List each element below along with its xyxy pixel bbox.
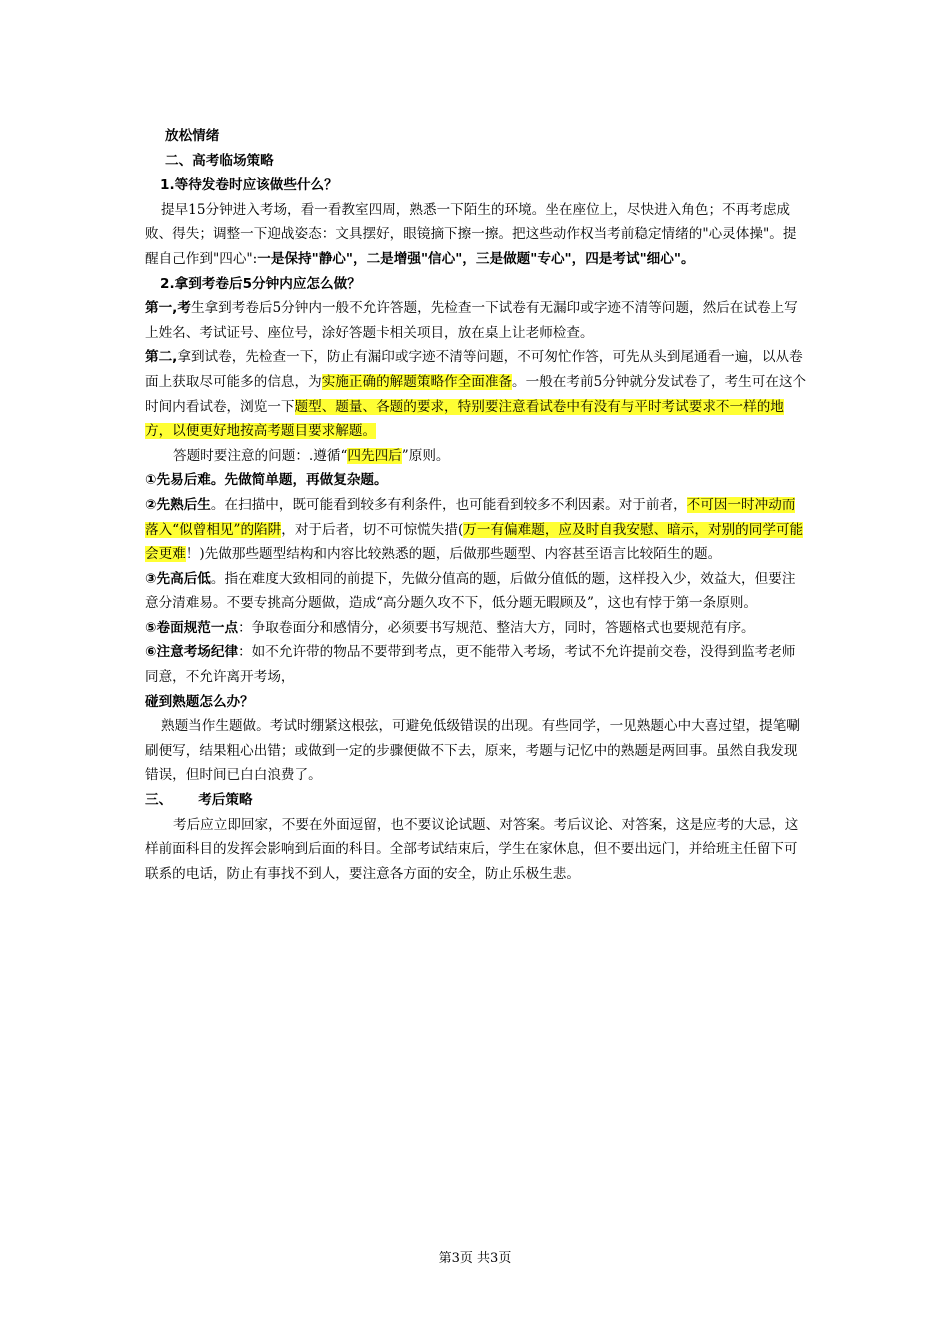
rule-3-text: 。指在难度大致相同的前提下，先做分值高的题，后做分值低的题，这样投入少，效益大，但要注意分清难易。不要专挑高分题做，造成“高分题久攻不下，低分题无暇顾及”，这也有悖于第一条原则。 [145,570,796,612]
section3-title: 考后策略 [198,792,253,809]
second-text-b: 。一般在考前5分钟就分发试卷了，考生可在这个时间内看试卷，浏览一下 [145,373,807,415]
rule-6 [145,640,808,689]
second-paragraph [145,345,808,443]
section3-heading [145,788,808,813]
principle-text-b: ”原则。 [401,447,450,464]
rule-1: ①先易后难。先做简单题，再做复杂题。 [145,472,388,489]
rule-5-label: ⑤卷面规范一点 [145,619,239,636]
question1-paragraph [145,198,808,272]
rule-2-highlight-2: 万一有偏难题，应及时自我安慰、暗示，对别的同学可能会更难 [145,521,804,563]
second-text-a: 拿到试卷，先检查一下，防止有漏印或字迹不清等问题，不可匆忙作答，可先从头到尾通看一遍，以从卷面上获取尽可能多的信息，为 [145,349,803,390]
rule-2-text-b: ，对于后者，切不可惊慌失措( [281,521,464,538]
second-highlight-2: 题型、题量、各题的要求，特别要注意看试卷中有没有与平时考试要求不一样的地方，以便更好地按高考题目要求解题。 [145,398,784,440]
familiar-heading: 碰到熟题怎么办？ [145,693,254,710]
first-text: 生拿到考卷后5分钟内一般不允许答题，先检查一下试卷有无漏印或字迹不清等问题，然后在试卷上写上姓名、考试证号、座位号，涂好答题卡相关项目，放在桌上让老师检查。 [145,300,798,341]
rule-6-text: ：如不允许带的物品不要带到考点，更不能带入考场，考试不允许提前交卷，没得到监考老师同意，不允许离开考场， [145,644,796,686]
first-kao: 考 [177,300,191,317]
question2-heading: 2.拿到考卷后5分钟内应怎么做？ [160,275,361,292]
rule-2-text-a: 。在扫描中，既可能看到较多有利条件，也可能看到较多不利因素。对于前者， [210,496,687,513]
rule-3-label: ③先高后低 [145,570,211,587]
principle-text-a: 答题时要注意的问题：.遵循“ [173,447,348,464]
second-highlight-1: 实施正确的解题策略作全面准备 [321,373,513,390]
q1-four-hearts: 一是保持"静心"，二是增强"信心"，三是做题"专心"，四是考试"细心"。 [257,250,695,267]
page-footer: 第3页 共3页 [438,1251,512,1266]
principle-highlight: 四先四后 [347,447,402,464]
rule-5-text: ：争取卷面分和感情分，必须要书写规范、整洁大方，同时，答题格式也要规范有序。 [238,619,755,636]
rule-2 [145,493,808,567]
rule-2-highlight-1: 不可因一时冲动而落入“似曾相见”的陷阱 [145,496,796,538]
rule-3 [145,567,808,616]
heading-relax: 放松情绪 [165,128,220,144]
rule-5 [145,616,808,641]
rule-6-label: ⑥注意考场纪律 [145,644,239,661]
section2-heading: 二、高考临场策略 [165,152,274,169]
section3-paragraph: 考后应立即回家，不要在外面逗留，也不要议论试题、对答案。考后议论、对答案，这是应考的大忌，这样前面科目的发挥会影响到后面的科目。全部考试结束后，学生在家休息，但不要出远门，并给班主任留下可联系的电话，防止有事找不到人，要注意各方面的安全，防止乐极生悲。 [145,816,799,882]
document-body [145,124,808,886]
question1-heading: 1.等待发卷时应该做些什么？ [160,177,338,194]
first-label: 第一, [145,300,178,317]
q1-text: 提早15分钟进入考场，看一看教室四周，熟悉一下陌生的环境。坐在座位上，尽快进入角色；不再考虑成败、得失；调整一下迎战姿态：文具摆好，眼镜摘下擦一擦。把这些动作权当考前稳定情绪的"心灵体操"。提醒自己作到"四心": [145,201,797,267]
first-paragraph [145,296,808,345]
familiar-paragraph: 熟题当作生题做。考试时绷紧这根弦，可避免低级错误的出现。有些同学，一见熟题心中大喜过望，提笔唰刷便写，结果粗心出错；或做到一定的步骤便做不下去，原来，考题与记忆中的熟题是两回事。虽然自我发现错误，但时间已白白浪费了。 [145,718,800,784]
second-label: 第二, [145,349,178,366]
principle-paragraph [145,444,808,469]
rule-2-text-c: ！)先做那些题型结构和内容比较熟悉的题，后做那些题型、内容甚至语言比较陌生的题。 [185,546,722,563]
rule-2-label: ②先熟后生 [145,496,211,513]
section3-number: 三、 [145,792,173,809]
